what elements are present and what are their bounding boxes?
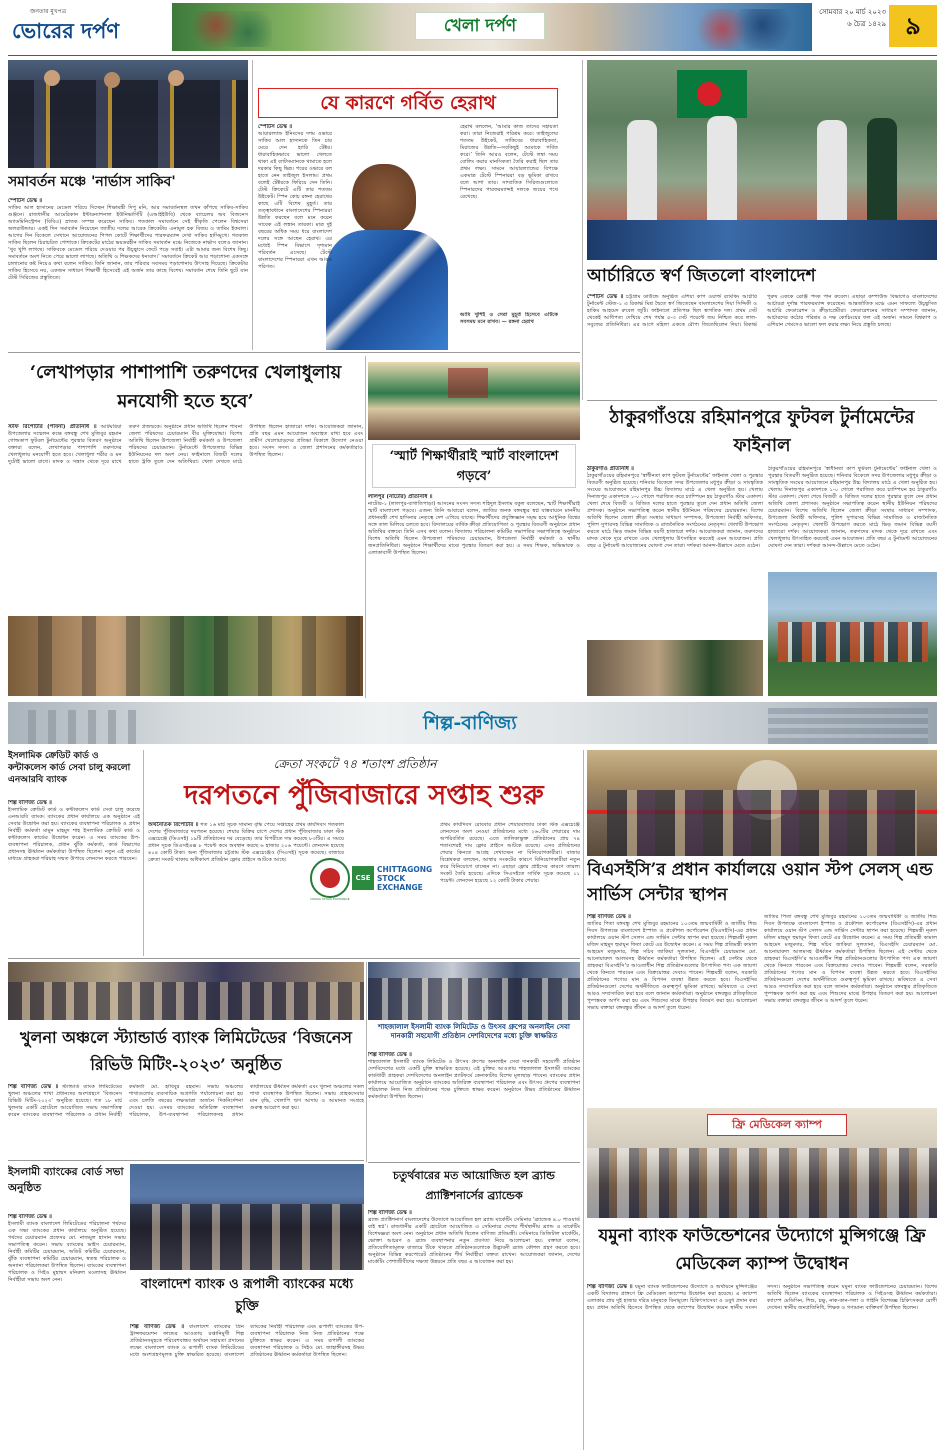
shahjalal-headline: শাহজালাল ইসলামী ব্যাংক লিমিটেড ও উৎসব গ্রুপের অনলাইন সেবা দানকারী সহযোগী প্রতিষ্ঠান দেশবিদেশের মধ্যে চুক্তি স্বাক্ষরিত [378, 1022, 570, 1041]
jamuna-headline: যমুনা ব্যাংক ফাউন্ডেশনের উদ্যোগে মুন্সিগঞ্জে ফ্রি মেডিকেল ক্যাম্প উদ্বোধন [598, 1226, 926, 1274]
bb-rupali-headline: বাংলাদেশ ব্যাংক ও রূপালী ব্যাংকের মধ্যে চুক্তি [140, 1277, 354, 1314]
page-number: ৯ [889, 5, 937, 47]
herath-caption: আমি খুশিই ও সেরা মুহূর্ত হিসেবে এটিকে সবসময় মনে রাখব। — রঙ্গনা হেরাথ [460, 312, 558, 325]
jamuna-medical-camp-photo [587, 1108, 937, 1218]
jamuna-banner: ফ্রি মেডিকেল ক্যাম্প [707, 1114, 847, 1136]
shakib-body [8, 198, 248, 340]
archery-body: স্পোর্টস ডেস্ক ॥ চট্টগ্রাম ডাউন্ডে অনুষ্ঠিত এশিয়া কাপ ওয়ার্ল্ড র‍্যাংকিং আর্চারি টুর্নামেন্ট স্টেজ-১ এ রিকার্ভ মিশ্র দ্বৈতে স্বর্ণ জিতেছেন বাংলাদেশের দিয়া সিদ্দিকী ও হাকিম আহমেদ রুবেল জুটি। ফাইনালে প্রতিপক্ষ ছিল স্বাগতিক দল। প্রথম সেট থেকেই আধিপত্য দেখিয়ে শেষ পর্যন্ত ৫-৩ সেট পয়েন্টে জয় নিশ্চিত করে লাল-সবুজের প্রতিনিধিরা। এর আগে মহিলা এককে রৌপ্য জিতেছিলেন দিয়া। রিকার্ভ পুরুষ এককে ব্রোঞ্জ পদক পান রুবেল। এছাড়া কম্পাউন্ড বিভাগেও বাংলাদেশের আর্চাররা দুর্দান্ত পারফরম্যান্স করেছেন। আন্তর্জাতিক মঞ্চে এমন সাফল্যে উচ্ছ্বসিত আর্চারি ফেডারেশন ও ক্রীড়াপ্রেমীরা। ফেডারেশনের সাধারণ সম্পাদক জানান, আর্চারদের কঠোর পরিশ্রম ও দক্ষ কোচিংয়ের ফল এই অর্জন। সামনে বিশ্বকাপ ও এশিয়ান গেমসেও ভালো ফল করার লক্ষ্য নিয়ে প্রস্তুতি চলছে। [587, 294, 937, 328]
darpatan-body-left: অর্থনৈতিক রিপোর্টার ॥ গত ১৬ মার্চ সূচক সামান্য বৃদ্ধি পেয়ে সপ্তাহের প্রথম কার্যদিবস গতকাল দেশের পুঁজিবাজারে দরপতন হয়েছে। শেয়ার বিক্রির চাপে দেশের প্রধান পুঁজিবাজার ঢাকা স্টক এক্সচেঞ্জে (ডিএসই) ১৯টি প্রতিষ্ঠানের দর বেড়েছে। তার বিপরীতে দাম কমেছে ৮৩টির। এ সময়ে প্রধান সূচক ডিএসইএক্স ৮ পয়েন্ট কমে অবস্থান করছে ৬ হাজার ২০৬ পয়েন্টে। লেনদেন হয়েছে ৪০৪ কোটি টাকা। অন্য পুঁজিবাজার চট্টগ্রাম স্টক এক্সচেঞ্জেও (সিএসই) সূচক কমেছে। বাজারে ক্রেতা সংকট থাকায় অধিকাংশ প্রতিষ্ঠান ফ্লোর প্রাইসে আটকে আছে। [148, 822, 344, 863]
lekhapora-headline: ‘লেখাপড়ার পাশাপাশি তরুণদের খেলাধুলায় মনযোগী হতে হবে’ [29, 362, 342, 412]
paper-tagline: জনতার মুখপত্র [30, 8, 67, 15]
dse-logo-text: DHAKA STOCK EXCHANGE [310, 897, 350, 901]
jamuna-byline: শিল্প বাণিজ্য ডেস্ক ॥ [587, 1284, 633, 1290]
herath-headline-box [258, 88, 558, 118]
smart-headline-box [372, 444, 576, 488]
shakib-headline: সমাবর্তন মঞ্চে 'নার্ভাস সাকিব' [8, 174, 176, 190]
football-body-col2: ঠাকুরগাঁওয়ের রহিমানপুরে ‘স্বাধীনতা কাপ ফুটবল টুর্নামেন্টের’ ফাইনাল খেলা ও পুরস্কার বিতরণী অনুষ্ঠিত হয়েছে। শনিবার বিকেলে সদর উপজেলার মধুপুর ক্রীড়া ও সাংস্কৃতিক সংঘের আয়োজনে রহিমানপুর উচ্চ বিদ্যালয় মাঠে এ খেলা অনুষ্ঠিত হয়। খেলায় দিনাজপুর একাদশকে ১-০ গোলে পরাজিত করে চ্যাম্পিয়ন হয় ঠাকুরগাঁও স্টার একাদশ। খেলা শেষে বিজয়ী ও বিজিত দলের হাতে পুরস্কার তুলে দেন প্রধান অতিথি জেলা প্রশাসক। অনুষ্ঠানে সভাপতিত্ব করেন স্থানীয় ইউনিয়ন পরিষদের চেয়ারম্যান। বিশেষ অতিথি ছিলেন জেলা ক্রীড়া সংস্থার সাধারণ সম্পাদক, উপজেলা নির্বাহী অফিসার, পুলিশ সুপারসহ বিভিন্ন সামাজিক ও রাজনৈতিক সংগঠনের নেতৃবৃন্দ। খেলাটি উপভোগ করতে মাঠে ভিড় জমান বিভিন্ন বয়সী হাজারো দর্শক। আয়োজকরা জানান, তরুণদের মাদক থেকে দূরে রাখতে এবং খেলাধুলায় উৎসাহিত করতেই এমন আয়োজন। প্রতি বছর এ টুর্নামেন্ট আয়োজনের ঘোষণা দেন তারা। দর্শকরা আনন্দ-উল্লাসে মেতে ওঠেন। [768, 466, 937, 549]
darpatan-kicker: ক্রেতা সংকটে ৭৪ শতাংশ প্রতিষ্ঠান [273, 757, 437, 771]
shakib-convocation-photo [8, 60, 248, 168]
lekhapora-byline: স্টাফ রিপোর্টার (পাবনা) প্রতিনিধি ॥ [8, 424, 97, 430]
brand-headline: চতুর্থবারের মত আয়োজিত হল ব্র্যান্ড প্র্যাক্টিশনার্সের ব্র্যান্ডেক [393, 1169, 555, 1202]
smart-seminar-photo [368, 362, 580, 440]
cse-logo-line3: EXCHANGE [377, 883, 423, 892]
shahjalal-body: শিল্প বাণিজ্য ডেস্ক ॥ শাহজালাল ইসলামী ব্যাংক লিমিটেড ও উৎসব গ্রুপের অনলাইন সেবা দানকারী সহযোগী প্রতিষ্ঠান দেশবিদেশের মধ্যে একটি চুক্তি স্বাক্ষরিত হয়েছে। এই চুক্তির আওতায় শাহজালাল ইসলামী ব্যাংকের কার্ডধারী গ্রাহকরা দেশবিদেশের অনলাইন প্ল্যাটফর্মে কেনাকাটায় বিশেষ মূল্যছাড় পাবেন। ব্যাংকের প্রধান কার্যালয়ে আয়োজিত অনুষ্ঠানে ব্যাংকের অতিরিক্ত ব্যবস্থাপনা পরিচালক এবং উৎসব গ্রুপের ব্যবস্থাপনা পরিচালক নিজ নিজ প্রতিষ্ঠানের পক্ষে চুক্তিতে স্বাক্ষর করেন। অনুষ্ঠানে উভয় প্রতিষ্ঠানের ঊর্ধ্বতন কর্মকর্তারা উপস্থিত ছিলেন। [368, 1052, 580, 1100]
shakib-byline: স্পোর্টস ডেস্ক ॥ [8, 198, 42, 204]
masthead [0, 0, 945, 54]
date-gregorian: সোমবার ২০ মার্চ ২০২৩ [819, 8, 886, 16]
nrb-card-headline: ইসলামিক ক্রেডিট কার্ড ও কন্টাকলেস কার্ড সেবা চালু করলো এনআরবি ব্যাংক [8, 751, 131, 785]
herath-body-right: হেরাথ বললেন, ‘আমার কাজ তাদের সহায়তা করা। তারা নিজেরাই পরিশ্রম করে। তাইজুলের শততম উইকেট, সাকিবের ধারাবাহিকতা, মিরাজের উন্নতি—সবকিছুই আমাকে গর্বিত করে।’ তিনি আরও বলেন, টেস্টে লম্বা সময় বোলিং করার মানসিকতা তৈরি করাই ছিল তার প্রথম লক্ষ্য। সামনে আয়ারল্যান্ডের বিপক্ষে একমাত্র টেস্টে স্পিনাররা বড় ভূমিকা রাখবে বলে আশা তার। সাম্প্রতিক সিরিজগুলোতে স্পিনারদের পারফরম্যান্সই দলকে জয়ের পথে রেখেছে। [460, 124, 558, 200]
football-headline: ঠাকুরগাঁওয়ে রহিমানপুরে ফুটবল টুর্নামেন্টের ফাইনাল [609, 407, 915, 456]
date-block [808, 6, 886, 46]
cse-logo [352, 864, 438, 894]
darpatan-headline: দরপতনে পুঁজিবাজারে সপ্তাহ শুরু [184, 780, 544, 811]
football-byline: ঠাকুরগাঁও প্রতিনিধি ॥ [587, 466, 634, 472]
herath-byline: স্পোর্টস ডেস্ক ॥ [258, 124, 292, 130]
herath-body-left: স্পোর্টস ডেস্ক ॥ আয়ারল্যান্ড ইনিংসের দশম ওভারে সাকিব আল হাসানকে তিন চার মেরে দেন হ্যারি টেক্টর। ধারাবাহিকভাবে ভালো খেলতে থাকা এই ব্যাটসম্যানকে থামাতে হলে দরকার কিছু ভিন্ন। পরের ওভারে বল হাতে নেন তাইজুল ইসলাম। প্রথম বলেই টেক্টরকে ফিরিয়ে দেন তিনি। টেস্ট ক্রিকেটে এটি তার শততম উইকেট। স্পিন কোচ রঙ্গনা হেরাথের কাছে এটি বিশেষ মুহূর্ত। তার তত্ত্বাবধানে বাংলাদেশের স্পিনাররা উন্নতি করছেন বলে মনে করেন সাবেক এই লঙ্কান তারকা। মাত্র দুই বছরের অধিক সময় ধরে বাংলাদেশ দলের সঙ্গে আছেন হেরাথ। এর মধ্যেই স্পিন বিভাগে দৃশ্যমান পরিবর্তন এসেছে। টেস্টে বাংলাদেশের স্পিনাররা এখন আরও পরিণত। [258, 124, 332, 270]
jamuna-body: শিল্প বাণিজ্য ডেস্ক ॥ যমুনা ব্যাংক ফাউন্ডেশনের উদ্যোগে ও অর্থায়নে মুন্সিগঞ্জের একটি বিদ্যালয় প্রাঙ্গণে ফ্রি মেডিকেল ক্যাম্পের উদ্বোধন করা হয়েছে। এ ক্যাম্পে এলাকার প্রায় দুই হাজার দরিদ্র মানুষকে বিনামূল্যে চিকিৎসাসেবা ও ওষুধ প্রদান করা হয়। প্রধান অতিথি হিসেবে উপস্থিত থেকে ক্যাম্পের উদ্বোধন করেন স্থানীয় সংসদ সদস্য। অনুষ্ঠানে সভাপতিত্ব করেন যমুনা ব্যাংক ফাউন্ডেশনের চেয়ারম্যান। বিশেষ অতিথি ছিলেন ব্যাংকের ব্যবস্থাপনা পরিচালক ও সিইওসহ ঊর্ধ্বতন কর্মকর্তারা। ক্যাম্পে মেডিসিন, শিশু, চক্ষু, নাক-কান-গলা ও গাইনি বিশেষজ্ঞ চিকিৎসকরা রোগী দেখেন। স্থানীয় জনপ্রতিনিধি, শিক্ষক ও গণ্যমান্য ব্যক্তিবর্গ উপস্থিত ছিলেন। [587, 1284, 937, 1311]
brand-byline: শিল্প বাণিজ্য ডেস্ক ॥ [368, 1210, 412, 1216]
archery-headline: আর্চারিতে স্বর্ণ জিতলো বাংলাদেশ [587, 266, 816, 286]
paper-name: ভোরের দর্পণ [12, 18, 120, 43]
bb-rupali-body: শিল্প বাণিজ্য ডেস্ক ॥ বাংলাদেশ ব্যাংকের গ্রিন ট্রান্সফরমেশন ফান্ডের আওতায় রপ্তানিমুখী শিল্প প্রতিষ্ঠানসমূহকে পরিবেশবান্ধব অর্থায়ন সহায়তা প্রদানের লক্ষ্যে বাংলাদেশ ব্যাংক ও রূপালী ব্যাংক লিমিটেডের মধ্যে অংশগ্রহণমূলক চুক্তি স্বাক্ষরিত হয়েছে। বাংলাদেশ ব্যাংকের নির্বাহী পরিচালক এবং রূপালী ব্যাংকের উপ-ব্যবস্থাপনা পরিচালক নিজ নিজ প্রতিষ্ঠানের পক্ষে চুক্তিতে স্বাক্ষর করেন। এ সময় রূপালী ব্যাংকের ব্যবস্থাপনা পরিচালক ও সিইও মো. জাহাঙ্গীরসহ উভয় প্রতিষ্ঠানের ঊর্ধ্বতন কর্মকর্তারা উপস্থিত ছিলেন। [130, 1324, 364, 1358]
smart-headline: ‘স্মার্ট শিক্ষার্থীরাই স্মার্ট বাংলাদেশ গড়বে’ [389, 449, 559, 484]
football-team-photo [768, 572, 937, 696]
bsec-inauguration-photo [587, 750, 937, 856]
standard-byline: শিল্প বাণিজ্য ডেস্ক ॥ [8, 1084, 59, 1090]
islami-board-headline: ইসলামী ব্যাংকের বোর্ড সভা অনুষ্ঠিত [8, 1166, 124, 1194]
darpatan-body-right: প্রথম কার্যদিবস রোববার প্রধান শেয়ারবাজার ঢাকা স্টক এক্সচেঞ্জে লেনদেনে অংশ নেওয়া প্রতিষ্ঠানের মধ্যে ২৬০টির শেয়ারের দাম অপরিবর্তিত রয়েছে। এতে তালিকাভুক্ত প্রতিষ্ঠানের প্রায় ৭৪ শতাংশেরই দাম ফ্লোর প্রাইসে আটকে রয়েছে। এসব প্রতিষ্ঠানের শেয়ার কিনতে আগ্রহ দেখাচ্ছেন না বিনিয়োগকারীরা। বাজার বিশ্লেষকরা বলছেন, আস্থার সংকটের কারণে বিনিয়োগকারীরা নতুন করে বিনিয়োগে যাচ্ছেন না। এছাড়া ফ্লোর প্রাইসের কারণে তারল্য সংকট তৈরি হয়েছে। এদিকে সিএসইতে সার্বিক সূচক কমেছে ১১ পয়েন্ট। লেনদেন হয়েছে ১২ কোটি টাকার শেয়ার। [440, 822, 580, 884]
lekhapora-prize-photo [8, 616, 363, 696]
darpatan-byline: অর্থনৈতিক রিপোর্টার ॥ [148, 822, 199, 828]
brand-body: শিল্প বাণিজ্য ডেস্ক ॥ ব্র্যান্ড প্র্যাক্টিশনার্স বাংলাদেশের উদ্যোগে আয়োজিত হল ব্র্যান্ড মার্কেটিং সেমিনার ‘ব্র্যান্ডেক ৪.০ পাওয়ার্ড বাই স্বপ্ন’। রাজধানীর একটি হোটেলে আয়োজিত এ সেমিনারে দেশের শীর্ষস্থানীয় ব্র্যান্ড ও মার্কেটিং বিশেষজ্ঞরা অংশ নেন। অনুষ্ঠানে প্রধান অতিথি ছিলেন বাণিজ্য প্রতিমন্ত্রী। সেমিনারে ডিজিটাল মার্কেটিং, ভোক্তা আচরণ ও ব্র্যান্ড ব্যবস্থাপনার নতুন প্রবণতা নিয়ে আলোচনা হয়। বক্তারা বলেন, প্রতিযোগিতামূলক বাজারে টিকে থাকতে প্রতিষ্ঠানগুলোকে উদ্ভাবনী ব্র্যান্ড কৌশল গ্রহণ করতে হবে। অনুষ্ঠানে বিভিন্ন করপোরেট প্রতিষ্ঠানের শীর্ষ নির্বাহীরা বক্তব্য রাখেন। আয়োজকরা জানান, দেশের মার্কেটিং পেশাজীবীদের দক্ষতা উন্নয়নে প্রতি বছর এ আয়োজন করা হয়। [368, 1210, 580, 1265]
archery-podium-photo [587, 60, 937, 260]
football-body-col1: ঠাকুরগাঁও প্রতিনিধি ॥ ঠাকুরগাঁওয়ের রহিমানপুরে ‘স্বাধীনতা কাপ ফুটবল টুর্নামেন্টের’ ফাইনাল খেলা ও পুরস্কার বিতরণী অনুষ্ঠিত হয়েছে। শনিবার বিকেলে সদর উপজেলার মধুপুর ক্রীড়া ও সাংস্কৃতিক সংঘের আয়োজনে রহিমানপুর উচ্চ বিদ্যালয় মাঠে এ খেলা অনুষ্ঠিত হয়। খেলায় দিনাজপুর একাদশকে ১-০ গোলে পরাজিত করে চ্যাম্পিয়ন হয় ঠাকুরগাঁও স্টার একাদশ। খেলা শেষে বিজয়ী ও বিজিত দলের হাতে পুরস্কার তুলে দেন প্রধান অতিথি জেলা প্রশাসক। অনুষ্ঠানে সভাপতিত্ব করেন স্থানীয় ইউনিয়ন পরিষদের চেয়ারম্যান। বিশেষ অতিথি ছিলেন জেলা ক্রীড়া সংস্থার সাধারণ সম্পাদক, উপজেলা নির্বাহী অফিসার, পুলিশ সুপারসহ বিভিন্ন সামাজিক ও রাজনৈতিক সংগঠনের নেতৃবৃন্দ। খেলাটি উপভোগ করতে মাঠে ভিড় জমান বিভিন্ন বয়সী হাজারো দর্শক। আয়োজকরা জানান, তরুণদের মাদক থেকে দূরে রাখতে এবং খেলাধুলায় উৎসাহিত করতেই এমন আয়োজন। প্রতি বছর এ টুর্নামেন্ট আয়োজনের ঘোষণা দেন তারা। দর্শকরা আনন্দ-উল্লাসে মেতে ওঠেন। [587, 466, 763, 549]
islami-board-byline: শিল্প বাণিজ্য ডেস্ক ॥ [8, 1214, 52, 1220]
bsec-headline: বিএসইসি’র প্রধান কার্যালয়ে ওয়ান স্টপ সেলস্ এন্ড সার্ভিস সেন্টার স্থাপন [587, 860, 933, 905]
shakib-text: সাকিব আল হাসানের মেডেল পরিয়ে দিচ্ছেন শিক্ষামন্ত্রী দিপু মনি, আর সমাবর্তনস্থল তখন কাঁপছে সাকিব-সাকিব গুঞ্জনে। রাজধানীর আমেরিকান ইন্টারন্যাশনাল ইউনিভার্সিটি (এআইইউবি) থেকে ব্যাচেলর অব বিজনেস অ্যাডমিনিস্ট্রেশন (বিবিএ) স্নাতক সম্পন্ন করেছেন সাকিব। গতকাল সমাবর্তনে সেই স্বীকৃতি পেলেন বিশ্বসেরা অলরাউন্ডার। একই দিন সমাবর্তন নিয়েছেন জাতীয় দলের আরেক ক্রিকেটার এনামুল হক বিজয় ও তামিম ইকবাল। আগের দিন বিকেলে সেখানে আয়োজনের পিপল কোর্টে শিক্ষার্থীদের পারফরম্যান্স দেখা সাকিব হাসিমুখে। গতকাল সাকিব ছিলেন চিরাচরিত পোশাকে। ক্রিকেটের মাঠের ভয়ডরহীন সাকিব সমাবর্তন মঞ্চে নিজেকে নার্ভাস বলেও জানান। ‘খুব খুশি লাগছে। সাকিবকে মেডেল পরিয়ে দেওয়ার পর উচ্ছ্বাসে ফেটে পড়ে সবাই। এটা আমার জন্য বিশেষ কিছু। সমাবর্তনে অংশ নিতে পেরে ভালো লাগছে। অতিথি ও শিক্ষকদের ধন্যবাদ।’ সমাবর্তনে ক্রিকেট আর পড়াশোনা একসঙ্গে চালানোর কষ্ট নিয়েও কথা বলেন সাকিব। তিনি জানান, তার পরিবার সবসময় পড়াশোনায় উৎসাহ দিয়েছে। ক্রিকেটার সাকিব হিসেবে নয়, একজন সাধারণ শিক্ষার্থী হিসেবেই এই অর্জন তার কাছে বিশেষ। সমাবর্তন শেষে তিনি ছুটে যান টেস্ট সিরিজের প্রস্তুতিতে। [8, 205, 248, 281]
herath-headline: যে কারণে গর্বিত হেরাথ [320, 92, 496, 114]
bb-rupali-byline: শিল্প বাণিজ্য ডেস্ক ॥ [130, 1324, 184, 1330]
section-banner-khela-darpan: খেলা দর্পণ [415, 12, 545, 40]
date-bengali: ৬ চৈত্র ১৪২৯ [847, 20, 886, 28]
football-crowd-photo [587, 640, 763, 696]
cse-logo-mark: CSE [352, 866, 374, 890]
bsec-body-col1: শিল্প বাণিজ্য ডেস্ক ॥ জাতির পিতা বঙ্গবন্ধু শেখ মুজিবুর রহমানের ১০৩তম জন্মবার্ষিকী ও জাতীয় শিশু দিবস উপলক্ষে বাংলাদেশ ইস্পাত ও প্রকৌশল কর্পোরেশন (বিএসইসি)-এর প্রধান কার্যালয়ে ওয়ান স্টপ সেলস এন্ড সার্ভিস সেন্টার স্থাপন করা হয়েছে। শিল্পমন্ত্রী নূরুল মজিদ মাহমুদ হুমায়ূন ফিতা কেটে এর উদ্বোধন করেন। এ সময় শিল্প প্রতিমন্ত্রী কামাল আহমেদ মজুমদার, শিল্প সচিব জাকিয়া সুলতানা, বিএসইসি চেয়ারম্যান মো. আনোয়ারুল আলমসহ ঊর্ধ্বতন কর্মকর্তারা উপস্থিত ছিলেন। এই সেন্টার থেকে গ্রাহকরা বিএসইসি’র আওতাধীন শিল্প প্রতিষ্ঠানগুলোর উৎপাদিত পণ্য এক জায়গা থেকে কিনতে পারবেন এবং বিক্রয়োত্তর সেবাও পাবেন। শিল্পমন্ত্রী বলেন, সরকারি প্রতিষ্ঠানের পণ্যের মান ও বিপণন ব্যবস্থা উন্নত করতে হবে। বিএসইসির প্রতিষ্ঠানগুলো দেশের অর্থনীতিতে গুরুত্বপূর্ণ ভূমিকা রাখছে। ভবিষ্যতে এ সেবা আরও সম্প্রসারিত করা হবে বলে জানান কর্মকর্তারা। অনুষ্ঠানে বঙ্গবন্ধুর প্রতিকৃতিতে পুষ্পস্তবক অর্পণ করা হয় এবং শিশুদের মাঝে উপহার বিতরণ করা হয়। আলোচনা সভায় বক্তারা বঙ্গবন্ধুর জীবন ও আদর্শ তুলে ধরেন। [587, 914, 757, 1011]
dse-logo [310, 858, 350, 901]
bb-rupali-photo [130, 1164, 364, 1270]
cse-logo-line2: STOCK [377, 874, 406, 883]
islami-board-body: শিল্প বাণিজ্য ডেস্ক ॥ ইসলামী ব্যাংক বাংলাদেশ লিমিটেডের পরিচালনা পর্ষদের এক সভা ব্যাংকের প্রধান কার্যালয়ে অনুষ্ঠিত হয়েছে। পর্ষদের চেয়ারম্যান প্রফেসর মো. নাজমুল হাসান সভায় সভাপতিত্ব করেন। সভায় ব্যাংকের ভাইস চেয়ারম্যান, নির্বাহী কমিটির চেয়ারম্যান, অডিট কমিটির চেয়ারম্যান, ঝুঁকি ব্যবস্থাপনা কমিটির চেয়ারম্যান, স্বতন্ত্র পরিচালক ও অন্যান্য পরিচালকরা উপস্থিত ছিলেন। ব্যাংকের ব্যবস্থাপনা পরিচালক ও সিইও মুহাম্মদ মনিরুল মওলাসহ ঊর্ধ্বতন নির্বাহীরা সভায় অংশ নেন। [8, 1214, 126, 1283]
standard-meeting-photo [8, 962, 364, 1020]
standard-headline: খুলনা অঞ্চলে স্ট্যান্ডার্ড ব্যাংক লিমিটেডের ‘বিজনেস রিভিউ মিটিং-২০২৩’ অনুষ্ঠিত [20, 1028, 352, 1074]
smart-byline: লালপুর (নাটোর) প্রতিনিধি ॥ [368, 494, 433, 500]
paper-logo [8, 6, 158, 50]
archery-byline: স্পোর্টস ডেস্ক ॥ [587, 294, 624, 300]
bsec-body-col2: জাতির পিতা বঙ্গবন্ধু শেখ মুজিবুর রহমানের ১০৩তম জন্মবার্ষিকী ও জাতীয় শিশু দিবস উপলক্ষে বাংলাদেশ ইস্পাত ও প্রকৌশল কর্পোরেশন (বিএসইসি)-এর প্রধান কার্যালয়ে ওয়ান স্টপ সেলস এন্ড সার্ভিস সেন্টার স্থাপন করা হয়েছে। শিল্পমন্ত্রী নূরুল মজিদ মাহমুদ হুমায়ূন ফিতা কেটে এর উদ্বোধন করেন। এ সময় শিল্প প্রতিমন্ত্রী কামাল আহমেদ মজুমদার, শিল্প সচিব জাকিয়া সুলতানা, বিএসইসি চেয়ারম্যান মো. আনোয়ারুল আলমসহ ঊর্ধ্বতন কর্মকর্তারা উপস্থিত ছিলেন। এই সেন্টার থেকে গ্রাহকরা বিএসইসি’র আওতাধীন শিল্প প্রতিষ্ঠানগুলোর উৎপাদিত পণ্য এক জায়গা থেকে কিনতে পারবেন এবং বিক্রয়োত্তর সেবাও পাবেন। শিল্পমন্ত্রী বলেন, সরকারি প্রতিষ্ঠানের পণ্যের মান ও বিপণন ব্যবস্থা উন্নত করতে হবে। বিএসইসির প্রতিষ্ঠানগুলো দেশের অর্থনীতিতে গুরুত্বপূর্ণ ভূমিকা রাখছে। ভবিষ্যতে এ সেবা আরও সম্প্রসারিত করা হবে বলে জানান কর্মকর্তারা। অনুষ্ঠানে বঙ্গবন্ধুর প্রতিকৃতিতে পুষ্পস্তবক অর্পণ করা হয় এবং শিশুদের মাঝে উপহার বিতরণ করা হয়। আলোচনা সভায় বক্তারা বঙ্গবন্ধুর জীবন ও আদর্শ তুলে ধরেন। [764, 914, 937, 1004]
bsec-byline: শিল্প বাণিজ্য ডেস্ক ॥ [587, 914, 631, 920]
nrb-card-body: শিল্প বাণিজ্য ডেস্ক ॥ ইসলামিক ক্রেডিট কার্ড ও কন্টাকলেস কার্ড সেবা চালু করেছে এনআরবি ব্যাংক। ব্যাংকের প্রধান কার্যালয়ে এক অনুষ্ঠানে এই সেবার উদ্বোধন করা হয়। ব্যাংকের ব্যবস্থাপনা পরিচালক ও প্রধান নির্বাহী কর্মকর্তা মামুন মাহমুদ শাহ ইসলামিক ক্রেডিট কার্ড ও কন্টাকলেস কার্ডের উদ্বোধন করেন। এ সময় ব্যাংকের উপ-ব্যবস্থাপনা পরিচালক, প্রধান ঝুঁকি কর্মকর্তা, কার্ড বিভাগের প্রধানসহ ঊর্ধ্বতন কর্মকর্তারা উপস্থিত ছিলেন। নতুন এই কার্ডের মাধ্যমে গ্রাহকরা শরিয়াহ সম্মত উপায়ে লেনদেন করতে পারবেন। [8, 800, 140, 862]
business-section-banner: শিল্প-বাণিজ্য [423, 712, 517, 734]
lekhapora-body: স্টাফ রিপোর্টার (পাবনা) প্রতিনিধি ॥ আটঘরিয়া উপজেলার সম্মেলন কক্ষে বঙ্গবন্ধু শেখ মুজিবুর রহমান গোল্ডকাপ ফুটবল টুর্নামেন্টের পুরস্কার বিতরণ অনুষ্ঠানে বক্তারা বলেন, লেখাপড়ার পাশাপাশি তরুণদের খেলাধুলায় মনযোগী হতে হবে। খেলাধুলা শরীর ও মন দুটোই ভালো রাখে। মাদক ও সন্ত্রাস থেকে দূরে রাখে তরুণ প্রজন্মকে। অনুষ্ঠানে প্রধান অতিথি ছিলেন পাবনা জেলা পরিষদের চেয়ারম্যান বীর মুক্তিযোদ্ধা। বিশেষ অতিথি ছিলেন উপজেলা নির্বাহী কর্মকর্তা ও উপজেলা পরিষদের চেয়ারম্যান। টুর্নামেন্টে উপজেলার বিভিন্ন ইউনিয়নের দল অংশ নেয়। ফাইনালে বিজয়ী দলের হাতে ট্রফি তুলে দেন অতিথিরা। খেলা দেখতে মাঠে উপস্থিত ছিলেন হাজারো দর্শক। আয়োজকরা জানান, প্রতি বছর এমন আয়োজন অব্যাহত রাখা হবে এবং গ্রামীণ খেলোয়াড়দের প্রতিভা বিকাশে উদ্যোগ নেওয়া হবে। সংসদ সদস্য ও জেলা প্রশাসনের কর্মকর্তারাও উপস্থিত ছিলেন। [8, 424, 363, 465]
nrb-card-byline: শিল্প বাণিজ্য ডেস্ক ॥ [8, 800, 52, 806]
standard-body: শিল্প বাণিজ্য ডেস্ক ॥ স্ট্যান্ডার্ড ব্যাংক লিমিটেডের খুলনা অঞ্চলের শাখা প্রধানদের অংশগ্রহণে ‘বিজনেস রিভিউ মিটিং-২০২৩’ অনুষ্ঠিত হয়েছে। গত ১৮ মার্চ খুলনার একটি হোটেলে আয়োজিত সভায় সভাপতিত্ব করেন ব্যাংকের ব্যবস্থাপনা পরিচালক ও প্রধান নির্বাহী কর্মকর্তা মো. হাবিবুর রহমান। সভায় অঞ্চলের শাখাগুলোর ব্যবসায়িক অগ্রগতি পর্যালোচনা করা হয় এবং চলতি বছরের লক্ষ্যমাত্রা অর্জনে দিকনির্দেশনা দেওয়া হয়। এসময় ব্যাংকের অতিরিক্ত ব্যবস্থাপনা পরিচালক, উপ-ব্যবস্থাপনা পরিচালকসহ প্রধান কার্যালয়ের ঊর্ধ্বতন কর্মকর্তা এবং খুলনা অঞ্চলের সকল শাখা ব্যবস্থাপক উপস্থিত ছিলেন। সভায় গ্রাহকসেবার মান বৃদ্ধি, খেলাপি ঋণ আদায় ও আমানত সংগ্রহে গুরুত্ব আরোপ করা হয়। [8, 1084, 364, 1118]
shahjalal-byline: শিল্প বাণিজ্য ডেস্ক ॥ [368, 1052, 412, 1058]
herath-portrait [318, 160, 454, 350]
cse-logo-line1: CHITTAGONG [377, 865, 433, 874]
shahjalal-signing-photo [368, 962, 580, 1020]
smart-body: লালপুর (নাটোর) প্রতিনিধি ॥ নাটোর-১ (লালপুর-বাগাতিপাড়া) আসনের সংসদ সদস্য শহিদুল ইসলাম বকুল বলেছেন, স্মার্ট শিক্ষার্থীরাই স্মার্ট বাংলাদেশ গড়বে। এজন্য তিনি আবারো বলেন, জাতির জনক বঙ্গবন্ধুর স্বপ্ন বাস্তবায়নে মাননীয় প্রধানমন্ত্রী শেখ হাসিনার নেতৃত্বে দেশ এগিয়ে যাচ্ছে। শিক্ষার্থীদের প্রযুক্তিজ্ঞান সমৃদ্ধ হয়ে আধুনিক বিশ্বের সঙ্গে তাল মিলিয়ে চলতে হবে। বিদ্যালয়ের বার্ষিক ক্রীড়া প্রতিযোগিতা ও পুরস্কার বিতরণী অনুষ্ঠানে প্রধান অতিথির বক্তব্যে তিনি এসব কথা বলেন। বিদ্যালয় পরিচালনা কমিটির সভাপতির সভাপতিত্বে অনুষ্ঠানে বিশেষ অতিথি ছিলেন উপজেলা পরিষদের চেয়ারম্যান, উপজেলা নির্বাহী কর্মকর্তা ও স্থানীয় জনপ্রতিনিধিরা। অনুষ্ঠানে শিক্ষার্থীদের মাঝে পুরস্কার বিতরণ করা হয়। এ সময় শিক্ষক, অভিভাবক ও এলাকাবাসী উপস্থিত ছিলেন। [368, 494, 580, 556]
